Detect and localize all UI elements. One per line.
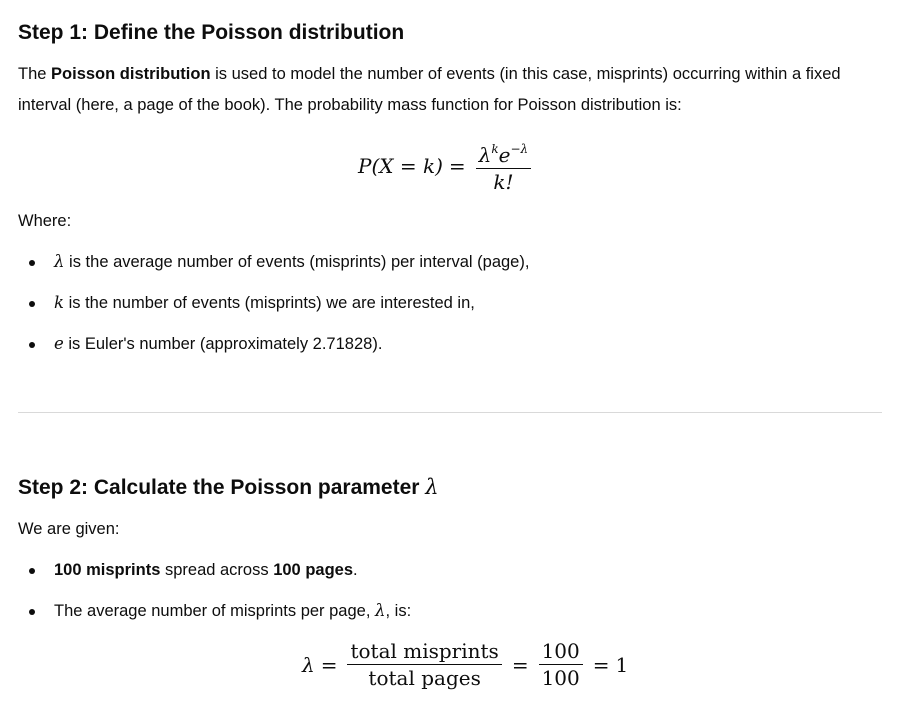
list-item-text: spread across — [160, 561, 274, 579]
symbol-lambda: λ — [54, 252, 65, 271]
bullet-dot — [29, 301, 35, 307]
misprints-count: 100 misprints — [54, 561, 161, 579]
step2-heading: Step 2: Calculate the Poisson parameter λ — [18, 475, 439, 499]
bullet-dot — [29, 609, 35, 615]
poisson-pmf-formula — [358, 136, 535, 195]
numerator-total-misprints: total misprints — [350, 639, 499, 663]
list-item: 100 misprints spread across 100 pages. — [18, 558, 884, 599]
list-item — [18, 332, 884, 373]
where-label: Where: — [18, 212, 72, 230]
equals-2: = — [511, 652, 529, 677]
pmf-numerator: $\lambda^ke^{-\lambda}$ — [478, 142, 529, 167]
numerator-100: 100 — [541, 639, 580, 663]
list-item — [18, 250, 884, 291]
lambda-result: 1 — [615, 652, 629, 677]
equals-1: = — [320, 652, 338, 677]
step1-heading: Step 1: Define the Poisson distribution — [18, 21, 405, 44]
list-item-text: The average number of misprints per page, — [54, 602, 376, 620]
given-list — [18, 558, 884, 640]
list-item — [18, 291, 884, 332]
section-divider — [18, 412, 882, 413]
denominator-total-pages: total pages — [368, 666, 481, 691]
list-item-text: is the average number of events (misprints) per interval (page), — [64, 253, 530, 271]
intro-post: is used to model the number of events (in this case, misprints) occurring within a fixed interval (here, a page of the book). The probability mass function for Poisson distribution is: — [18, 65, 841, 114]
symbol-lambda: λ — [375, 601, 386, 620]
lambda-lhs: λ — [302, 652, 315, 677]
list-item: The average number of misprints per page, λ, is: — [18, 599, 884, 640]
bullet-dot — [29, 568, 35, 574]
given-label: We are given: — [18, 520, 120, 538]
intro-pre: The — [18, 65, 52, 83]
numeric-fraction — [539, 638, 583, 691]
lambda-formula — [302, 638, 628, 691]
pmf-lhs: P(X = k) — [358, 153, 443, 178]
step1-intro — [18, 59, 884, 121]
list-item-text: is Euler's number (approximately 2.71828). — [63, 335, 383, 353]
intro-bold: Poisson distribution — [51, 65, 211, 83]
list-item-text: is the number of events (misprints) we are interested in, — [64, 294, 475, 312]
pmf-fraction — [476, 136, 531, 195]
equals-3: = — [592, 652, 610, 677]
bullet-dot — [29, 260, 35, 266]
pmf-denominator: k! — [493, 170, 514, 195]
ratio-fraction — [347, 638, 501, 691]
denominator-100: 100 — [541, 666, 580, 691]
symbol-k: k — [54, 293, 64, 312]
heading-lambda: λ — [425, 475, 439, 499]
bullet-dot — [29, 342, 35, 348]
definitions-list — [18, 250, 884, 373]
pages-count: 100 pages — [273, 561, 354, 579]
pmf-equals: = — [448, 153, 466, 178]
symbol-e: e — [54, 334, 64, 353]
